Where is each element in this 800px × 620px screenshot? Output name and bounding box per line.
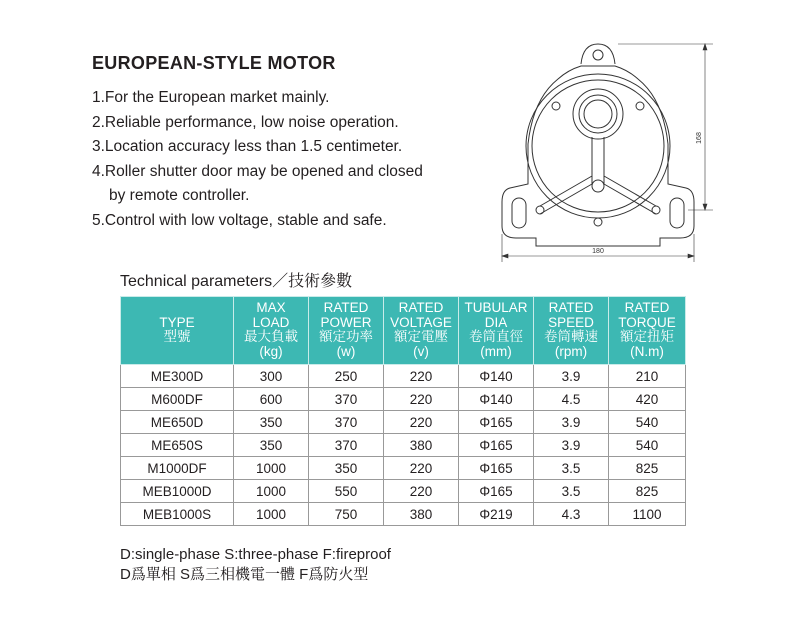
col-header-rated-voltage: [384, 297, 459, 365]
bolt-bottom-right: [652, 206, 660, 214]
shaft-core: [584, 100, 612, 128]
header-line: RATED: [548, 300, 594, 315]
header-line: TYPE: [159, 314, 195, 330]
legend: [120, 545, 391, 585]
header-line: (v): [413, 343, 429, 359]
cell-type: MEB1000D: [121, 480, 234, 503]
table-row: [121, 503, 686, 526]
cell-rated-voltage: 220: [384, 411, 459, 434]
header-line: (rpm): [554, 343, 588, 359]
cell-tubular-dia: Φ165: [459, 434, 534, 457]
cell-rated-voltage: 220: [384, 480, 459, 503]
col-header-rated-speed: [534, 297, 609, 365]
feature-item: 1.For the European market mainly.: [92, 89, 330, 106]
cell-type: ME650D: [121, 411, 234, 434]
header-line: 額定功率: [319, 329, 373, 344]
cell-rated-power: 350: [309, 457, 384, 480]
table-row: [121, 434, 686, 457]
cell-max-load: 350: [234, 411, 309, 434]
table-row: [121, 457, 686, 480]
cell-tubular-dia: Φ165: [459, 411, 534, 434]
cell-rated-power: 370: [309, 411, 384, 434]
header-line: MAX: [256, 300, 286, 315]
width-dimension-label: 180: [592, 248, 604, 255]
cell-rated-voltage: 380: [384, 503, 459, 526]
cell-rated-torque: 1100: [609, 503, 686, 526]
header-line: 最大負載: [244, 329, 298, 344]
cell-rated-power: 370: [309, 434, 384, 457]
feature-list: [92, 86, 423, 233]
header-line: RATED: [323, 300, 369, 315]
cell-tubular-dia: Φ219: [459, 503, 534, 526]
cell-tubular-dia: Φ165: [459, 480, 534, 503]
legend-chinese: D爲單相 S爲三相機電一體 F爲防火型: [120, 566, 369, 583]
header-line: 額定扭矩: [620, 329, 674, 344]
housing-outline: [502, 66, 694, 246]
cell-rated-power: 370: [309, 388, 384, 411]
header-line: (mm): [480, 343, 512, 359]
cell-max-load: 1000: [234, 457, 309, 480]
cell-type: MEB1000S: [121, 503, 234, 526]
cell-max-load: 600: [234, 388, 309, 411]
feature-item-continued: by remote controller.: [109, 187, 250, 204]
table-row: [121, 411, 686, 434]
shaft-inner: [579, 95, 617, 133]
spokes: [540, 137, 656, 214]
cell-max-load: 300: [234, 365, 309, 388]
table-row: [121, 388, 686, 411]
cell-rated-speed: 3.5: [534, 457, 609, 480]
cell-rated-power: 250: [309, 365, 384, 388]
cell-tubular-dia: Φ140: [459, 365, 534, 388]
cell-rated-voltage: 220: [384, 388, 459, 411]
table-row: [121, 480, 686, 503]
housing-inner-ring: [526, 74, 670, 218]
cell-rated-torque: 420: [609, 388, 686, 411]
table-header-row: [121, 297, 686, 365]
col-header-rated-power: [309, 297, 384, 365]
cell-rated-torque: 540: [609, 411, 686, 434]
top-lug-hole: [593, 50, 603, 60]
cell-rated-voltage: 220: [384, 457, 459, 480]
header-line: 額定電壓: [394, 329, 448, 344]
cell-max-load: 350: [234, 434, 309, 457]
bolt-left: [552, 102, 560, 110]
header-line: DIA: [484, 314, 508, 330]
table-row: [121, 365, 686, 388]
header-line: 卷筒直徑: [469, 329, 523, 344]
bolt-bottom-center: [594, 218, 602, 226]
cell-type: M600DF: [121, 388, 234, 411]
cell-rated-torque: 540: [609, 434, 686, 457]
cell-rated-speed: 3.9: [534, 434, 609, 457]
header-line: (kg): [259, 343, 283, 359]
header-line: LOAD: [252, 314, 290, 330]
shaft-outer: [573, 89, 623, 139]
center-hub: [592, 180, 604, 192]
feature-item: 2.Reliable performance, low noise operation.: [92, 113, 399, 131]
header-line: TUBULAR: [464, 300, 528, 315]
cell-rated-voltage: 220: [384, 365, 459, 388]
cell-tubular-dia: Φ165: [459, 457, 534, 480]
cell-max-load: 1000: [234, 480, 309, 503]
cell-rated-power: 750: [309, 503, 384, 526]
cell-rated-speed: 3.9: [534, 365, 609, 388]
header-line: (N.m): [630, 343, 664, 359]
height-dimension-label: 168: [696, 132, 703, 144]
top-lug-outline: [581, 44, 615, 64]
feature-item: 3.Location accuracy less than 1.5 centimeter.: [92, 138, 403, 155]
cell-rated-speed: 3.9: [534, 411, 609, 434]
header-line: (w): [336, 343, 356, 359]
slot-right: [670, 198, 684, 228]
cell-rated-power: 550: [309, 480, 384, 503]
cell-rated-speed: 4.3: [534, 503, 609, 526]
cell-rated-speed: 4.5: [534, 388, 609, 411]
bolt-bottom-left: [536, 206, 544, 214]
header-line: TORQUE: [618, 314, 676, 330]
legend-english: D:single-phase S:three-phase F:fireproof: [120, 546, 391, 563]
cell-tubular-dia: Φ140: [459, 388, 534, 411]
col-header-type: [121, 297, 234, 365]
feature-item: 4.Roller shutter door may be opened and closed: [92, 162, 423, 180]
header-line: RATED: [624, 300, 670, 315]
cell-rated-speed: 3.5: [534, 480, 609, 503]
header-line: 卷筒轉速: [544, 329, 598, 344]
col-header-max-load: [234, 297, 309, 365]
slot-left: [512, 198, 526, 228]
col-header-rated-torque: [609, 297, 686, 365]
cell-rated-torque: 210: [609, 365, 686, 388]
technical-parameters-heading: Technical parameters／技術參數: [120, 273, 353, 290]
cell-rated-torque: 825: [609, 480, 686, 503]
cell-max-load: 1000: [234, 503, 309, 526]
feature-item: 5.Control with low voltage, stable and safe.: [92, 211, 387, 229]
cell-rated-torque: 825: [609, 457, 686, 480]
cell-rated-voltage: 380: [384, 434, 459, 457]
header-line: VOLTAGE: [390, 314, 452, 330]
bolt-right: [636, 102, 644, 110]
header-line: POWER: [320, 314, 372, 330]
cell-type: ME650S: [121, 434, 234, 457]
cell-type: ME300D: [121, 365, 234, 388]
header-line: RATED: [398, 300, 444, 315]
page-title: EUROPEAN-STYLE MOTOR: [92, 53, 336, 73]
header-line: SPEED: [548, 314, 594, 330]
col-header-tubular-dia: [459, 297, 534, 365]
motor-technical-drawing: [488, 34, 718, 264]
cell-type: M1000DF: [121, 457, 234, 480]
specs-table: [120, 296, 686, 526]
header-line: 型號: [163, 329, 191, 344]
